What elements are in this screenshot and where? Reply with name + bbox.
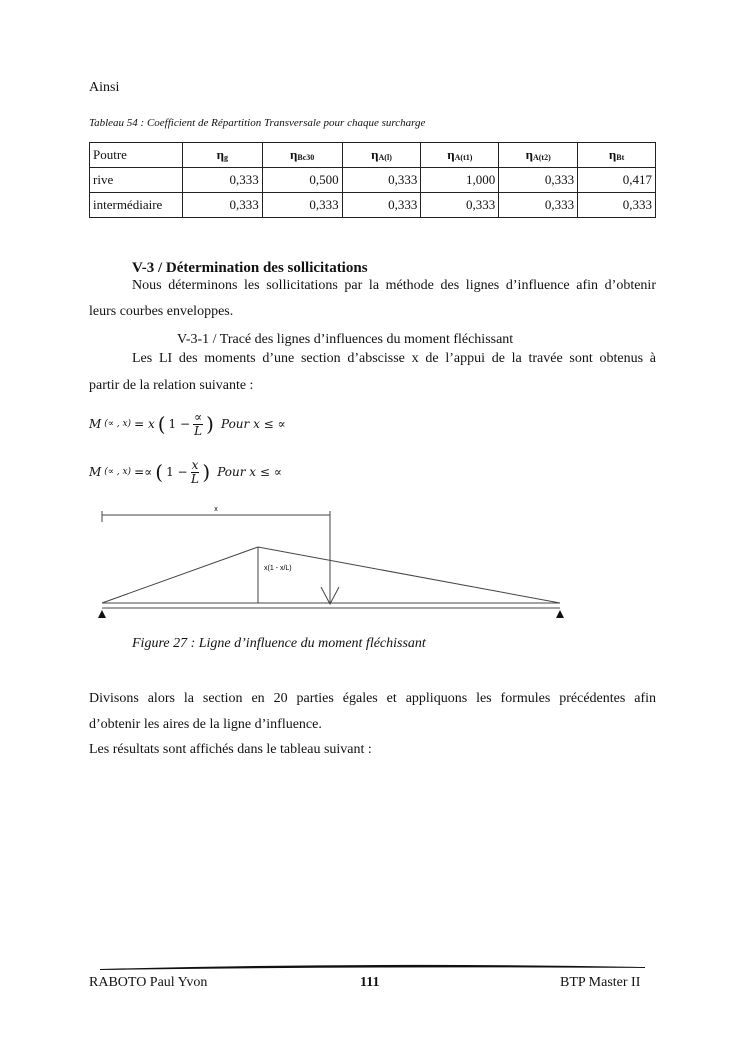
footer-rule — [100, 962, 645, 972]
formula-lhs-subscript: (∝ , x) — [104, 419, 132, 429]
formula-1 — [89, 404, 286, 444]
paragraph-line: Divisons alors la section en 20 parties égales et appliquons les formules précédentes afin — [89, 691, 656, 706]
figure-caption: Figure 27 : Ligne d’influence du moment fléchissant — [132, 636, 426, 651]
eta-subscript: A(t2) — [532, 153, 551, 162]
coefficient-table — [89, 142, 656, 218]
footer-author: RABOTO Paul Yvon — [89, 975, 208, 990]
table-cell: 0,333 — [421, 193, 499, 218]
paragraph-line: partir de la relation suivante : — [89, 378, 254, 393]
fraction-denominator: L — [194, 423, 203, 438]
formula-lhs: M — [89, 417, 102, 431]
table-cell: 1,000 — [421, 168, 499, 193]
table-caption: Tableau 54 : Coefficient de Répartition Transversale pour chaque surcharge — [89, 117, 426, 129]
page-number: 111 — [360, 975, 380, 990]
fraction-numerator: ∝ — [194, 409, 203, 424]
dimension-label: x — [214, 506, 218, 513]
influence-line-diagram — [90, 500, 580, 625]
header-eta-bt — [578, 143, 656, 168]
formula-one-minus: 1 − — [168, 417, 191, 431]
support-right — [556, 610, 564, 618]
table-cell: 0,333 — [342, 168, 421, 193]
right-paren: ) — [202, 460, 211, 484]
table-cell: 0,333 — [499, 193, 578, 218]
table-cell: 0,333 — [262, 193, 342, 218]
row-label: rive — [90, 168, 183, 193]
table-cell: 0,333 — [182, 168, 262, 193]
intro-text: Ainsi — [89, 80, 120, 95]
table-cell: 0,333 — [499, 168, 578, 193]
formula-lhs: M — [89, 465, 102, 479]
fraction-numerator: x — [191, 457, 199, 472]
eta-subscript: g — [224, 153, 229, 162]
left-paren: ( — [157, 412, 166, 436]
support-left — [98, 610, 106, 618]
header-eta-at1 — [421, 143, 499, 168]
eta-subscript: Bt — [616, 153, 625, 162]
right-paren: ) — [206, 412, 214, 436]
table-cell: 0,333 — [578, 193, 656, 218]
formula-lhs-subscript: (∝ , x) — [104, 467, 132, 477]
eta-symbol: η — [447, 147, 455, 162]
eta-symbol: η — [525, 147, 533, 162]
paragraph-line: Nous déterminons les sollicitations par la méthode des lignes d’influence afin d’obtenir — [132, 278, 656, 293]
eta-symbol: η — [216, 147, 225, 162]
eta-subscript: A(l) — [378, 153, 392, 162]
influence-line — [102, 547, 560, 603]
table-row — [90, 168, 656, 193]
table-cell: 0,417 — [578, 168, 656, 193]
formula-fraction — [193, 411, 203, 437]
paragraph-line: Les LI des moments d’une section d’abscisse x de l’appui de la travée sont obtenus à — [132, 351, 656, 366]
paragraph-line: d’obtenir les aires de la ligne d’influence. — [89, 717, 322, 732]
table-cell: 0,333 — [342, 193, 421, 218]
subsection-title: V-3-1 / Tracé des lignes d’influences du moment fléchissant — [177, 332, 514, 347]
row-label: intermédiaire — [90, 193, 183, 218]
table-row — [90, 193, 656, 218]
header-eta-al — [342, 143, 421, 168]
formula-condition: Pour x ≤ ∝ — [217, 465, 282, 479]
footer-course: BTP Master II — [560, 975, 641, 990]
formula-equals: = x — [134, 417, 155, 431]
eta-subscript: Bc30 — [297, 153, 315, 162]
header-eta-at2 — [499, 143, 578, 168]
paragraph-line: Les résultats sont affichés dans le tableau suivant : — [89, 742, 372, 757]
formula-fraction — [191, 459, 200, 485]
formula-2 — [89, 452, 282, 492]
fraction-denominator: L — [191, 471, 199, 486]
eta-symbol: η — [371, 147, 379, 162]
eta-subscript: A(t1) — [454, 153, 473, 162]
section-title: V-3 / Détermination des sollicitations — [132, 260, 368, 276]
left-paren: ( — [155, 460, 164, 484]
formula-equals: =∝ — [134, 465, 153, 479]
paragraph-line: leurs courbes enveloppes. — [89, 304, 234, 319]
table-header-row — [90, 143, 656, 168]
footer-rule-shape — [100, 965, 645, 970]
header-poutre: Poutre — [90, 143, 183, 168]
header-eta-bc30 — [262, 143, 342, 168]
formula-condition: Pour x ≤ ∝ — [220, 417, 286, 431]
table-cell: 0,500 — [262, 168, 342, 193]
formula-one-minus: 1 − — [166, 465, 188, 479]
table-cell: 0,333 — [182, 193, 262, 218]
eta-symbol: η — [608, 147, 617, 162]
eta-symbol: η — [290, 147, 298, 162]
curve-label: x(1 - x/L) — [264, 565, 292, 572]
header-eta-g — [182, 143, 262, 168]
